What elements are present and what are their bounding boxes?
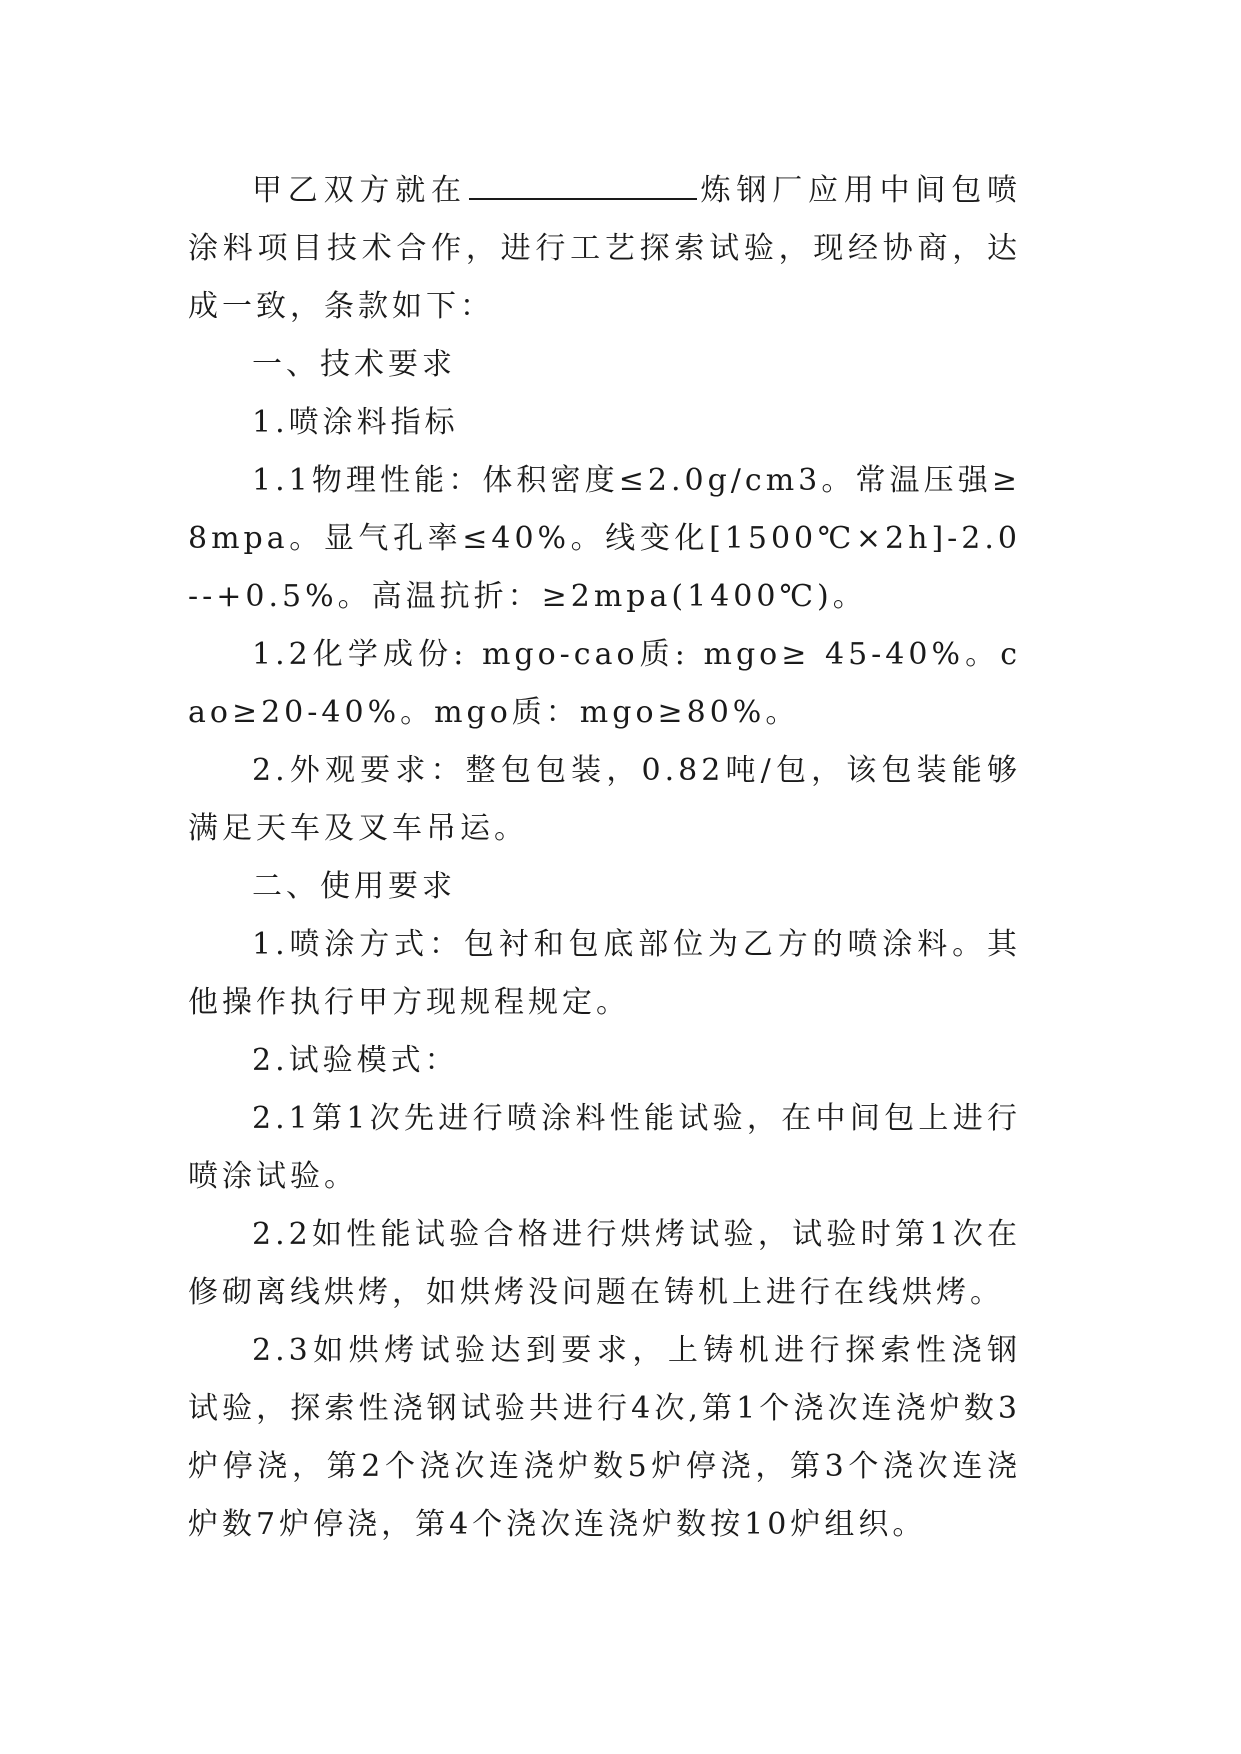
paragraph-spraying-method: 1.喷涂方式：包衬和包底部位为乙方的喷涂料。其他操作执行甲方现规程规定。 xyxy=(188,927,1021,1020)
paragraph-test-2-2: 2.2如性能试验合格进行烘烤试验，试验时第1次在修砌离线烘烤，如烘烤没问题在铸机上进行在线烘烤。 xyxy=(188,1217,1021,1310)
paragraph-physical-properties: 1.1物理性能：体积密度≤2.0g/cm3。常温压强≥8mpa。显气孔率≤40%。线变化[1500℃×2h]-2.0--+0.5%。高温抗折：≥2mpa(1400℃)。 xyxy=(188,463,1021,614)
section-heading-usage-requirements: 二、使用要求 xyxy=(252,869,456,904)
fill-in-blank xyxy=(469,174,697,200)
paragraph-test-2-1: 2.1第1次先进行喷涂料性能试验，在中间包上进行喷涂试验。 xyxy=(188,1101,1021,1194)
intro-text-end: 炼钢厂应用中间包喷涂料项目技术合作，进行工艺探索试验，现经协商，达成一致，条款如下： xyxy=(188,173,1022,324)
subheading-coating-indicators: 1.喷涂料指标 xyxy=(252,405,459,440)
intro-text-start: 甲乙双方就在 xyxy=(252,173,467,208)
paragraph-appearance-requirements: 2.外观要求：整包包装，0.82吨/包，该包装能够满足天车及叉车吊运。 xyxy=(188,753,1021,846)
paragraph-test-2-3: 2.3如烘烤试验达到要求，上铸机进行探索性浇钢试验，探索性浇钢试验共进行4次,第1个浇次连浇炉数3炉停浇，第2个浇次连浇炉数5炉停浇，第3个浇次连浇炉数7炉停浇，第4个浇次连浇炉数按10炉组织。 xyxy=(188,1333,1021,1542)
subheading-test-mode: 2.试验模式： xyxy=(252,1043,459,1078)
paragraph-chemical-composition: 1.2化学成份: mgo-cao质: mgo≥ 45-40%。cao≥20-40%。mgo质：mgo≥80%。 xyxy=(188,637,1021,730)
section-heading-technical-requirements: 一、技术要求 xyxy=(252,347,456,382)
intro-paragraph xyxy=(188,162,1021,336)
